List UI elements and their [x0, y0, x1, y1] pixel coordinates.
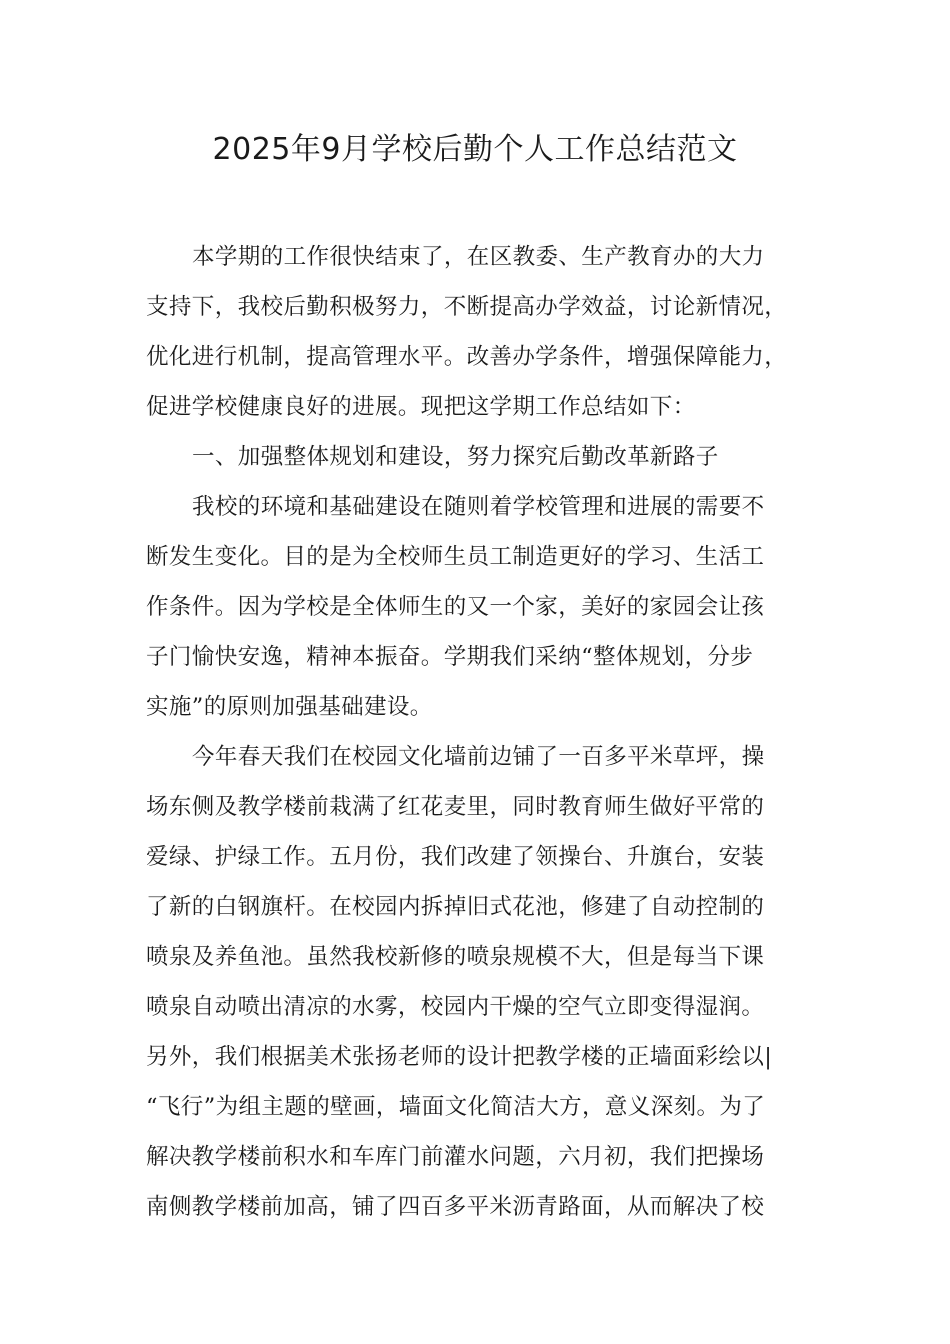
text-line: 另外，我们根据美术张扬老师的设计把教学楼的正墙面彩绘以| [146, 1044, 773, 1070]
text-line: 了新的白钢旗杆。在校园内拆掉旧式花池，修建了自动控制的 [146, 894, 765, 920]
text-line: 场东侧及教学楼前栽满了红花麦里，同时教育师生做好平常的 [146, 794, 765, 820]
text-line: 支持下，我校后勤积极努力，不断提高办学效益，讨论新情况， [146, 294, 788, 320]
text-line: 喷泉自动喷出清凉的水雾，校园内干燥的空气立即变得湿润。 [146, 994, 765, 1020]
text-line: 优化进行机制，提高管理水平。改善办学条件，增强保障能力， [146, 344, 788, 370]
text-line: 子门愉快安逸，精神本振奋。学期我们采纳“整体规划，分步 [146, 644, 754, 670]
text-line: 爱绿、护绿工作。五月份，我们改建了领操台、升旗台，安装 [146, 844, 765, 870]
text-line: 解决教学楼前积水和车库门前灌水问题，六月初，我们把操场 [146, 1144, 765, 1170]
text-line: 本学期的工作很快结束了，在区教委、生产教育办的大力 [192, 244, 765, 270]
text-line: 促进学校健康良好的进展。现把这学期工作总结如下： [146, 394, 696, 420]
text-line: 南侧教学楼前加高，铺了四百多平米沥青路面，从而解决了校 [146, 1194, 765, 1220]
text-line: “飞行”为组主题的壁画，墙面文化简洁大方，意义深刻。为了 [146, 1094, 766, 1120]
text-line: 断发生变化。目的是为全校师生员工制造更好的学习、生活工 [146, 544, 765, 570]
text-line: 喷泉及养鱼池。虽然我校新修的喷泉规模不大，但是每当下课 [146, 944, 765, 970]
document-body [146, 232, 816, 1232]
text-line: 我校的环境和基础建设在随则着学校管理和进展的需要不 [192, 494, 765, 520]
document-title: 2025年9月学校后勤个人工作总结范文 [212, 132, 738, 167]
text-line: 今年春天我们在校园文化墙前边铺了一百多平米草坪，操 [192, 744, 765, 770]
text-line: 作条件。因为学校是全体师生的又一个家，美好的家园会让孩 [146, 594, 765, 620]
text-line: 一、加强整体规划和建设，努力探究后勤改革新路子 [192, 444, 719, 470]
text-line: 实施”的原则加强基础建设。 [146, 694, 433, 720]
